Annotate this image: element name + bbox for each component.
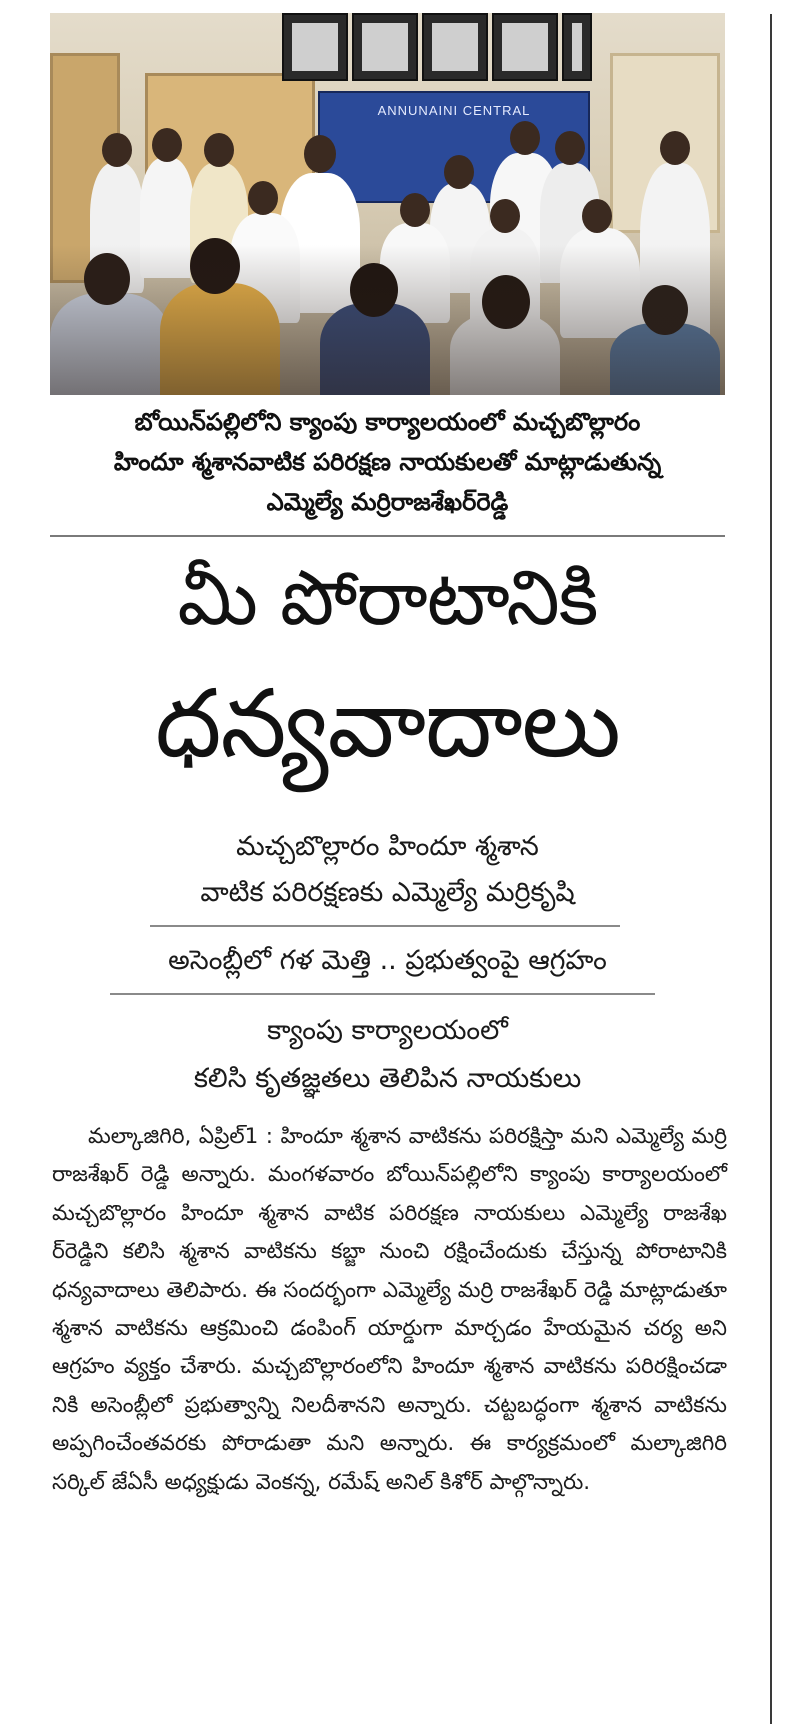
photo-caption-line: హిందూ శ్మశానవాటిక పరిరక్షణ నాయకులతో మాట్లాడుతున్న (113, 448, 662, 476)
person-head (400, 193, 430, 227)
deck-line: కలిసి కృతజ్ఞతలు తెలిపిన నాయకులు (193, 1063, 582, 1094)
deck-line: క్యాంపు కార్యాలయంలో (267, 1015, 508, 1046)
deck-divider (110, 993, 655, 995)
photo-shading (50, 245, 725, 395)
headline-line-2: ధన్యవాదాలు (155, 670, 620, 779)
person-head (555, 131, 585, 165)
headline-line-1: మీ పోరాటానికి (177, 553, 598, 642)
portrait-frame (282, 13, 348, 81)
portrait-frame (352, 13, 418, 81)
column-rule (770, 14, 772, 1724)
deck-line: మచ్చబొల్లారం హిందూ శ్మశాన (236, 831, 539, 862)
person-head (582, 199, 612, 233)
caption-divider (50, 535, 725, 537)
deck-line: వాటిక పరిరక్షణకు ఎమ్మెల్యే మర్రికృషి (200, 877, 575, 908)
person-head (510, 121, 540, 155)
person-head (248, 181, 278, 215)
banner-text: ANNUNAINI CENTRAL (377, 103, 531, 118)
person-head (204, 133, 234, 167)
deck-divider (150, 925, 620, 927)
person-head (152, 128, 182, 162)
person-head (660, 131, 690, 165)
article-body (52, 1118, 727, 1502)
deck-line: అసెంబ్లీలో గళ మెత్తి .. ప్రభుత్వంపై ఆగ్రహం (168, 945, 607, 976)
photo-caption-line: ఎమ్మెల్యే మర్రిరాజశేఖర్‌రెడ్డి (266, 488, 509, 516)
person-head (444, 155, 474, 189)
news-photo (50, 13, 725, 395)
person-head (304, 135, 336, 173)
person-head (102, 133, 132, 167)
person-head (490, 199, 520, 233)
article-paragraph: మల్కాజిగిరి, ఏప్రిల్‌1 : హిందూ శ్మశాన వాటికను పరిరక్షిస్తా మని ఎమ్మెల్యే మర్రి రాజశేఖర్ రెడ్డి అన్నారు. మంగళవారం బోయిన్‌పల్లిలోని క్యాంపు కార్యాలయంలో మచ్చబొల్లారం హిందూ శ్మశాన వాటిక పరిరక్షణ నాయకులు ఎమ్మెల్యే రాజశేఖ ర్‌రెడ్డిని కలిసి శ్మశాన వాటికను కబ్జా నుంచి రక్షించేందుకు చేస్తున్న పోరాటానికి ధన్యవాదాలు తెలిపారు. ఈ సందర్భంగా ఎమ్మెల్యే మర్రి రాజశేఖర్ రెడ్డి మాట్లాడుతూ శ్మశాన వాటికను ఆక్రమించి డంపింగ్ యార్డుగా మార్చడం హేయమైన చర్య అని ఆగ్రహం వ్యక్తం చేశారు. మచ్చబొల్లారంలోని హిందూ శ్మశాన వాటికను పరిరక్షించడా నికి అసెంబ్లీలో ప్రభుత్వాన్ని నిలదీశానని అన్నారు. చట్టబద్ధంగా శ్మశాన వాటికను అప్పగించేంతవరకు పోరాడుతా మని అన్నారు. ఈ కార్యక్రమంలో మల్కాజిగిరి సర్కిల్ జేఏసీ అధ్యక్షుడు వెంకన్న, రమేష్ అనిల్ కిశోర్ పాల్గొన్నారు. (52, 1124, 727, 1495)
photo-caption-line: బోయిన్‌పల్లిలోని క్యాంపు కార్యాలయంలో మచ్చబొల్లారం (134, 408, 641, 436)
portrait-frame (422, 13, 488, 81)
portrait-frame (562, 13, 592, 81)
portrait-frame (492, 13, 558, 81)
